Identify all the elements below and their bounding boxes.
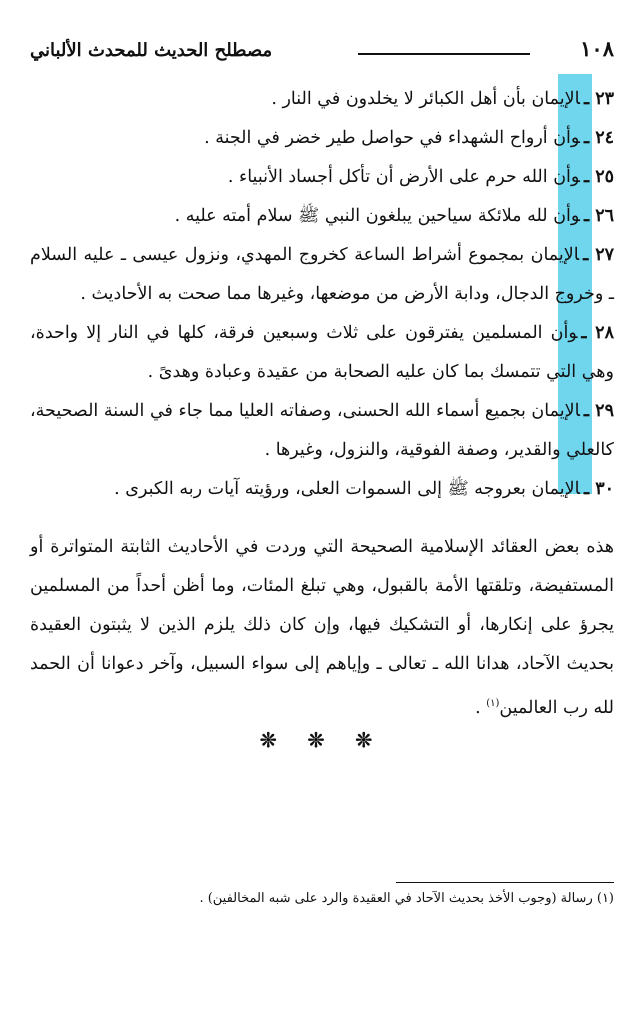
item-text: وأن المسلمين يفترقون على ثلاث وسبعين فرقة، كلها في النار إلا واحدة، وهي التي تتمسك بما كان عليه الصحابة من عقيدة وعبادة وهدىً . (30, 323, 614, 382)
item-text: الإيمان بجميع أسماء الله الحسنى، وصفاته العليا مما جاء في السنة الصحيحة، كالعلي والقدير، وصفة الفوقية، والنزول، وغيرها . (30, 401, 614, 460)
item-text: الإيمان بعروجه ﷺ إلى السموات العلى، ورؤيته آيات ربه الكبرى . (114, 479, 580, 499)
item-text: وأن لله ملائكة سياحين يبلغون النبي ﷺ سلام أمته عليه . (174, 206, 580, 226)
item-number: ٢٩ ـ (583, 401, 614, 421)
list-item (30, 80, 614, 119)
closing-text: هذه بعض العقائد الإسلامية الصحيحة التي وردت في الأحاديث الثابتة المتواترة أو المستفيضة، وتلقتها الأمة بالقبول، وهي تبلغ المئات، وما أظن أحداً من المسلمين يجرؤ على إنكارها، أو التشكيك فيها، وإن كان ذلك يلزم الذين لا يثبتون العقيدة بحديث الآحاد، هدانا الله ـ تعالى ـ وإياهم إلى سواء السبيل، وآخر دعوانا أن الحمد لله رب العالمين (30, 536, 614, 718)
running-title: مصطلح الحديث للمحدث الألباني (30, 40, 273, 61)
item-number: ٢٧ ـ (583, 245, 614, 265)
item-text: الإيمان بأن أهل الكبائر لا يخلدون في النار . (271, 89, 580, 109)
item-number: ٢٥ ـ (583, 167, 614, 187)
list-item (30, 197, 614, 236)
footnote-marker: (١) (486, 697, 500, 709)
item-number: ٢٣ ـ (583, 89, 614, 109)
section-separator: ❊ ❊ ❊ (259, 728, 385, 752)
item-number: ٢٦ ـ (583, 206, 614, 226)
footnote-rule (396, 882, 614, 883)
item-number: ٢٨ ـ (581, 323, 614, 343)
closing-end: . (475, 697, 487, 718)
item-text: وأن الله حرم على الأرض أن تأكل أجساد الأنبياء . (227, 167, 580, 187)
item-text: وأن أرواح الشهداء في حواصل طير خضر في الجنة . (204, 128, 580, 148)
item-number: ٢٤ ـ (583, 128, 614, 148)
header-rule (358, 53, 530, 55)
page-header (30, 34, 614, 70)
list-item (30, 119, 614, 158)
closing-paragraph (30, 528, 614, 728)
list-item (30, 470, 614, 509)
list-item (30, 392, 614, 470)
page-number: ١٠٨ (580, 36, 614, 61)
item-number: ٣٠ ـ (583, 479, 614, 499)
list-item (30, 314, 614, 392)
item-text: الإيمان بمجموع أشراط الساعة كخروج المهدي، ونزول عيسى ـ عليه السلام ـ وخروج الدجال، ودابة الأرض من موضعها، وغيرها مما صحت به الأحاديث . (30, 245, 614, 304)
numbered-list (30, 80, 614, 509)
list-item (30, 236, 614, 314)
footnote: (١) رسالة (وجوب الأخذ بحديث الآحاد في العقيدة والرد على شبه المخالفين) . (199, 891, 614, 906)
list-item (30, 158, 614, 197)
